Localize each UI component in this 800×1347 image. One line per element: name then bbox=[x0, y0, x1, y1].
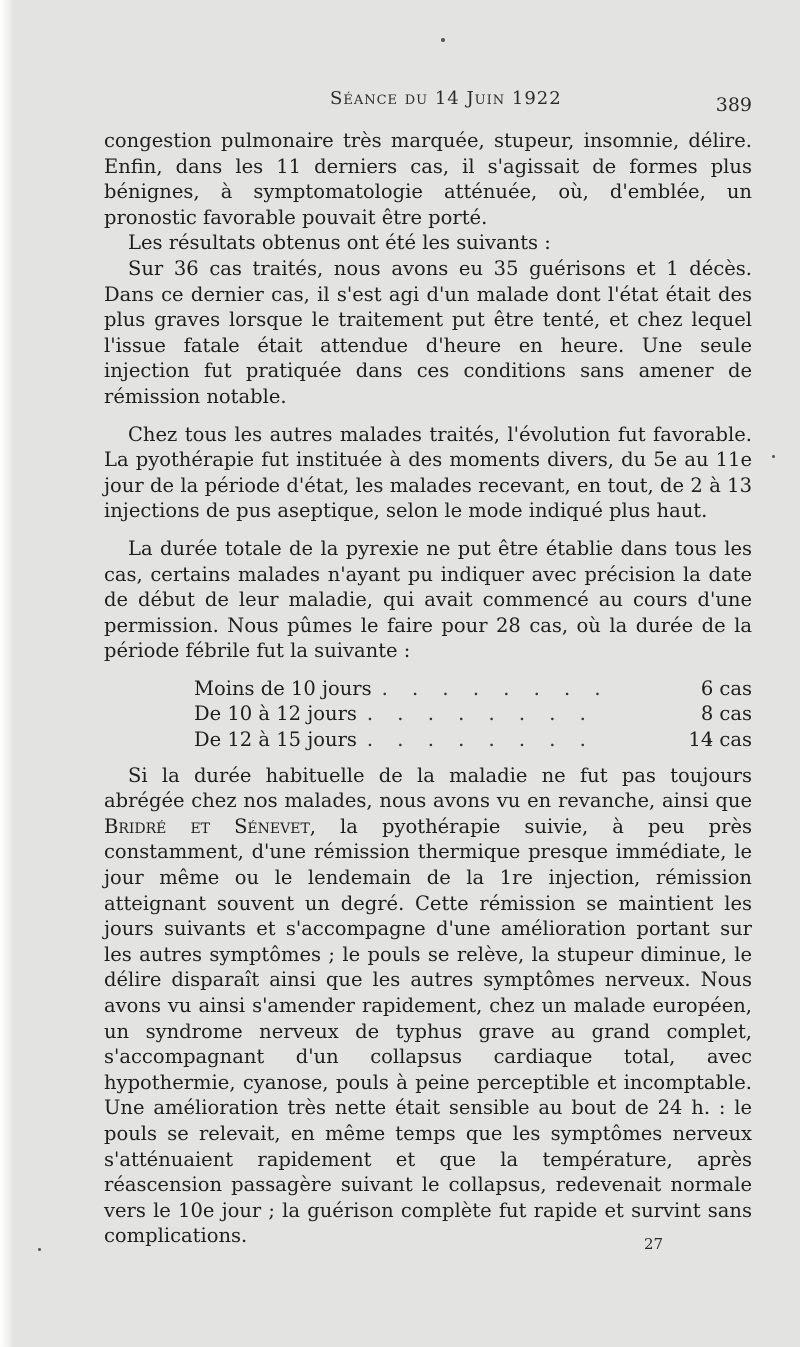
paragraph-text: Si la durée habituelle de la maladie ne fut pas toujours abrégée chez nos malades, nous avons vu en revanche, ainsi que bbox=[104, 763, 752, 813]
author-names: Bridré et Sénevet bbox=[104, 814, 310, 838]
dot-leader: . . . . . . . . bbox=[381, 676, 610, 700]
paragraph: congestion pulmonaire très marquée, stupeur, insomnie, délire. Enfin, dans les 11 derniers cas, il s'agissait de formes plus bénignes, à symptomatologie atténuée, où, d'emblée, un pronostic favorable pouvait être porté. bbox=[104, 129, 752, 229]
scan-speck bbox=[441, 38, 445, 42]
duration-count: 8 cas bbox=[700, 702, 752, 726]
running-head bbox=[104, 88, 752, 128]
page-content bbox=[104, 88, 752, 1249]
signature-mark: 27 bbox=[644, 1235, 664, 1253]
duration-count: 6 cas bbox=[700, 676, 752, 700]
dot-leader: . . . . . . . . bbox=[366, 728, 595, 752]
page-number: 389 bbox=[715, 94, 752, 116]
duration-count: 14 cas bbox=[688, 728, 752, 752]
duration-label: De 12 à 15 jours bbox=[194, 728, 357, 752]
duration-row bbox=[104, 727, 752, 753]
paragraph: La durée totale de la pyrexie ne put être établie dans tous les cas, certains malades n'ayant pu indiquer avec précision la date de début de leur maladie, qui avait commencé au cours d'une permission. Nous pûmes le faire pour 28 cas, où la durée de la période fébrile fut la suivante : bbox=[104, 536, 752, 663]
duration-row bbox=[104, 701, 752, 727]
paragraph: Les résultats obtenus ont été les suivants : bbox=[128, 231, 551, 255]
running-head-title: Séance du 14 Juin 1922 bbox=[330, 88, 562, 109]
paragraph bbox=[104, 763, 752, 1249]
duration-row bbox=[104, 676, 752, 702]
duration-label: De 10 à 12 jours bbox=[194, 702, 357, 726]
scan-edge bbox=[0, 0, 14, 1347]
scan-speck bbox=[772, 455, 775, 458]
paragraph: Sur 36 cas traités, nous avons eu 35 guérisons et 1 décès. Dans ce dernier cas, il s'est agi d'un malade dont l'état était des plus graves lorsque le traitement put être tenté, et chez lequel l'issue fatale était attendue d'heure en heure. Une seule injection fut pratiquée dans ces conditions sans amener de rémission notable. bbox=[104, 256, 752, 408]
scan-speck bbox=[38, 1248, 41, 1251]
duration-label: Moins de 10 jours bbox=[194, 676, 372, 700]
duration-table bbox=[104, 676, 752, 753]
paragraph: Chez tous les autres malades traités, l'évolution fut favorable. La pyothérapie fut instituée à des moments divers, du 5e au 11e jour de la période d'état, les malades recevant, en tout, de 2 à 13 injections de pus aseptique, selon le mode indiqué plus haut. bbox=[104, 422, 752, 523]
dot-leader: . . . . . . . . bbox=[366, 702, 595, 726]
paragraph-text: , la pyothérapie suivie, à peu près constamment, d'une rémission thermique presque immédiate, le jour même ou le lendemain de la 1re injection, rémission atteignant souvent un degré. Cette rémission se maintient les jours suivants et s'accompagne d'une amélioration portant sur les autres symptômes ; le pouls se relève, la stupeur diminue, le délire disparaît ainsi que les autres symptômes nerveux. Nous avons vu ainsi s'amender rapidement, chez un malade européen, un syndrome nerveux de typhus grave au grand complet, s'accompagnant d'un collapsus cardiaque total, avec hypothermie, cyanose, pouls à peine perceptible et incomptable. Une amélioration très nette était sensible au bout de 24 h. : le pouls se relevait, en même temps que les symptômes nerveux s'atténuaient rapidement et que la température, après réascension passagère suivant le collapsus, redevenait normale vers le 10e jour ; la guérison complète fut rapide et survint sans complications. bbox=[104, 814, 752, 1248]
